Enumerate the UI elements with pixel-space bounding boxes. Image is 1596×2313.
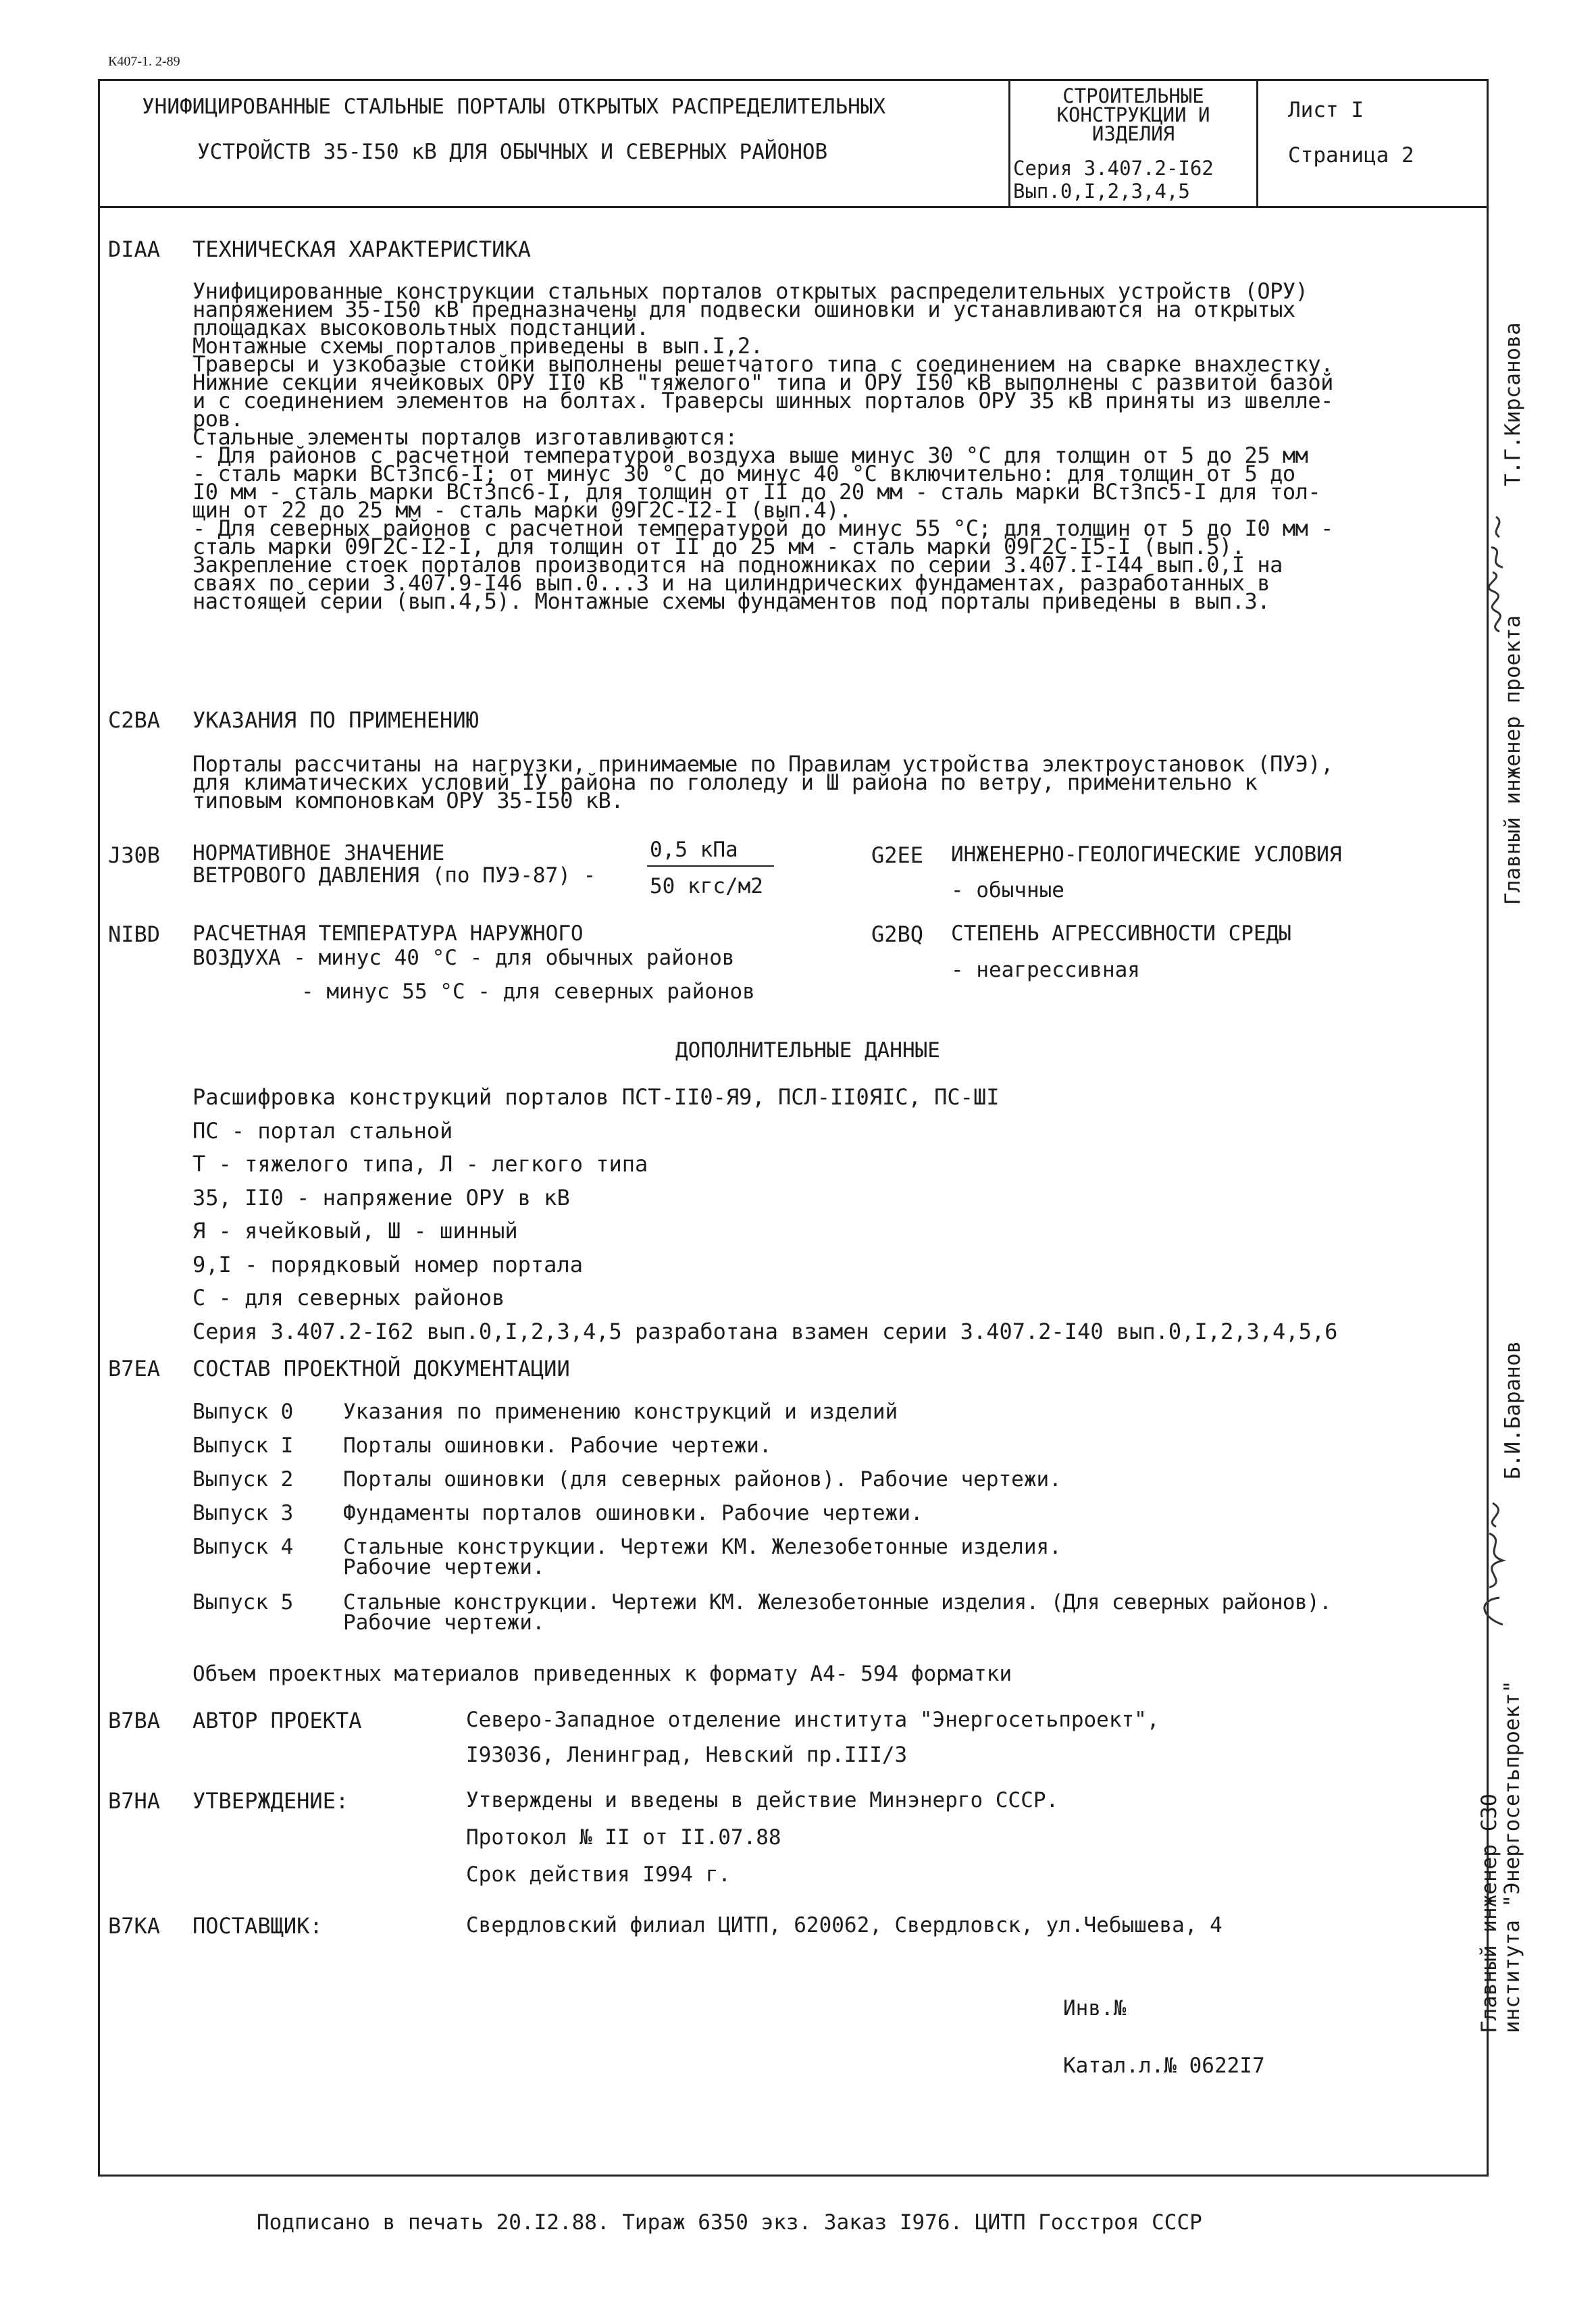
header-title-line1: УНИФИЦИРОВАННЫЕ СТАЛЬНЫЕ ПОРТАЛЫ ОТКРЫТЫХ РАСПРЕДЕЛИТЕЛЬНЫХ [142, 95, 886, 119]
doc-item-label: Выпуск 3 [192, 1501, 294, 1525]
doc-item-label: Выпуск 0 [192, 1400, 294, 1424]
text-line: - сталь марки ВСт3пс6-I; от минус 30 °С до минус 40 °С включительно: для толщин от 5 до [192, 461, 1295, 486]
text-line: сталь марки 09Г2С-I2-I, для толщин от II до 25 мм - сталь марки 09Г2С-I5-I (вып.5). [192, 534, 1245, 559]
author-line2: I93036, Ленинград, Невский пр.III/3 [466, 1743, 908, 1767]
extra-line: Серия 3.407.2-I62 вып.0,I,2,3,4,5 разработана взамен серии 3.407.2-I40 вып.0,I,2,3,4,5,6 [192, 1318, 1338, 1344]
header-issues: Вып.0,I,2,3,4,5 [1013, 180, 1190, 203]
footer-imprint: Подписано в печать 20.I2.88. Тираж 6350 экз. Заказ I976. ЦИТП Госстроя СССР [257, 2210, 1202, 2235]
extra-line: Т - тяжелого типа, Л - легкого типа [192, 1151, 648, 1177]
signature-baranov [1462, 1500, 1523, 1628]
header-col-divider-2 [1256, 79, 1258, 208]
category-line2: КОНСТРУКЦИИ И [1056, 103, 1210, 126]
signature-kirsanova [1472, 510, 1520, 638]
temp-label-line1: РАСЧЕТНАЯ ТЕМПЕРАТУРА НАРУЖНОГО [192, 921, 584, 946]
extra-title: ДОПОЛНИТЕЛЬНЫЕ ДАННЫЕ [675, 1038, 940, 1063]
wind-label-line2: ВЕТРОВОГО ДАВЛЕНИЯ (по ПУЭ-87) - [192, 863, 596, 888]
text-line: Монтажные схемы порталов приведены в вып.I,2. [192, 333, 763, 359]
docs-volume: Объем проектных материалов приведенных к формату А4- 594 форматки [192, 1662, 1012, 1686]
author-label: АВТОР ПРОЕКТА [192, 1708, 362, 1733]
section-code-tech: DIAA [108, 236, 161, 262]
extra-list [192, 1081, 1337, 1348]
category-line1: СТРОИТЕЛЬНЫЕ [1062, 84, 1204, 107]
approval-line3: Срок действия I994 г. [466, 1862, 731, 1887]
wind-value-bottom: 50 кгс/м2 [650, 874, 763, 898]
section-code-supplier: B7KA [108, 1913, 161, 1939]
wind-label-line1: НОРМАТИВНОЕ ЗНАЧЕНИЕ [192, 841, 445, 865]
aggr-label: СТЕПЕНЬ АГРЕССИВНОСТИ СРЕДЫ [951, 921, 1291, 946]
header-divider [98, 206, 1489, 208]
section-code-aggr: G2BQ [871, 921, 924, 947]
doc-item-text2: Рабочие чертежи. [343, 1610, 545, 1635]
doc-item-text: Стальные конструкции. Чертежи КМ. Железобетонные изделия. [343, 1535, 1062, 1559]
section-code-docs: B7EA [108, 1356, 161, 1381]
text-line: настоящей серии (вып.4,5). Монтажные схемы фундаментов под порталы приведены в вып.3. [192, 588, 1270, 614]
category-line3: ИЗДЕЛИЯ [1091, 122, 1175, 145]
text-line: Унифицированные конструкции стальных порталов открытых распределительных устройств (ОРУ) [192, 278, 1308, 304]
text-line: ров. [192, 406, 244, 432]
extra-line: Я - ячейковый, Ш - шинный [192, 1218, 518, 1244]
text-line: Стальные элементы порталов изготавливаются: [192, 424, 738, 450]
supplier-line1: Свердловский филиал ЦИТП, 620062, Свердловск, ул.Чебышева, 4 [466, 1913, 1222, 1937]
extra-line: С - для северных районов [192, 1285, 505, 1311]
header-series: Серия 3.407.2-I62 [1013, 157, 1214, 180]
section-title-tech: ТЕХНИЧЕСКАЯ ХАРАКТЕРИСТИКА [192, 236, 531, 262]
section-code-temp: NIBD [108, 921, 161, 947]
catalog-number: Катал.л.№ 0622I7 [1063, 2054, 1265, 2078]
doc-item-label: Выпуск I [192, 1433, 294, 1458]
extra-line: 35, II0 - напряжение ОРУ в кВ [192, 1184, 570, 1211]
section-code-wind: J30B [108, 842, 161, 868]
doc-item-text: Порталы ошиновки (для северных районов). Рабочие чертежи. [343, 1467, 1062, 1492]
text-line: - Для районов с расчетной температурой воздуха выше минус 30 °С для толщин от 5 до 25 мм [192, 442, 1308, 468]
extra-line: ПС - портал стальной [192, 1117, 453, 1144]
section-code-geo: G2EE [871, 842, 924, 868]
side-institute-line1: Главный инженер СЗО [1477, 1794, 1501, 2033]
text-line: и с соединением элементов на болтах. Траверсы шинных порталов ОРУ 35 кВ приняты из швелле- [192, 388, 1333, 413]
text-line: Нижние секции ячейковых ОРУ II0 кВ "тяжелого" типа и ОРУ I50 кВ выполнены с развитой базой [192, 370, 1333, 395]
wind-value-top: 0,5 кПа [650, 838, 738, 862]
text-line: Порталы рассчитаны на нагрузки, принимаемые по Правилам устройства электроустановок (ПУЭ), [192, 751, 1333, 777]
temp-label-line3: - минус 55 °С - для северных районов [301, 980, 755, 1004]
extra-line: 9,I - порядковый номер портала [192, 1251, 583, 1277]
side-institute [1478, 1680, 1524, 2033]
text-line: напряжением 35-I50 кВ предназначены для подвески ошиновки и устанавливаются на открытых [192, 297, 1295, 322]
doc-item-label: Выпуск 4 [192, 1535, 294, 1559]
side-baranov: Б.И.Баранов [1501, 1340, 1525, 1479]
approval-label: УТВЕРЖДЕНИЕ: [192, 1788, 349, 1814]
geo-value: - обычные [951, 878, 1064, 903]
inventory-number: Инв.№ [1063, 1996, 1127, 2020]
doc-item-label: Выпуск 2 [192, 1467, 294, 1492]
text-line: - Для северных районов с расчетной температурой до минус 55 °С; для толщин от 5 до I0 мм - [192, 515, 1333, 541]
fraction-bar [647, 865, 774, 867]
approval-line1: Утверждены и введены в действие Минэнерго СССР. [466, 1788, 1059, 1812]
header-page: Страница 2 [1288, 143, 1414, 168]
approval-line2: Протокол № II от II.07.88 [466, 1825, 781, 1850]
section-title-usage: УКАЗАНИЯ ПО ПРИМЕНЕНИЮ [192, 707, 479, 733]
text-line: щин от 22 до 25 мм - сталь марки 09Г2С-I2-I (вып.4). [192, 497, 852, 523]
text-line: типовым компоновкам ОРУ 35-I50 кВ. [192, 788, 624, 813]
text-line: площадках высоковольтных подстанций. [192, 315, 649, 340]
text-line: Закрепление стоек порталов производится на подножниках по серии 3.407.I-I44 вып.0,I на [192, 552, 1283, 578]
text-line: Траверсы и узкобазые стойки выполнены решетчатого типа с соединением на сварке внахлестку. [192, 351, 1333, 377]
usage-paragraph [192, 751, 1456, 813]
doc-item-text: Порталы ошиновки. Рабочие чертежи. [343, 1433, 772, 1458]
text-line: I0 мм - сталь марки ВСт3пс6-I, для толщин от II до 20 мм - сталь марки ВСт3пс5-I для тол- [192, 479, 1321, 505]
doc-item-text: Стальные конструкции. Чертежи КМ. Железобетонные изделия. (Для северных районов). [343, 1590, 1332, 1615]
section-code-usage: C2BA [108, 707, 161, 733]
doc-item-text: Фундаменты порталов ошиновки. Рабочие чертежи. [343, 1501, 923, 1525]
doc-item-text: Указания по применению конструкций и изделий [343, 1400, 898, 1424]
doc-item-label: Выпуск 5 [192, 1590, 294, 1615]
supplier-label: ПОСТАВЩИК: [192, 1913, 323, 1939]
aggr-value: - неагрессивная [951, 958, 1140, 982]
section-code-approval: B7HA [108, 1788, 161, 1814]
geo-label: ИНЖЕНЕРНО-ГЕОЛОГИЧЕСКИЕ УСЛОВИЯ [951, 842, 1342, 867]
section-title-docs: СОСТАВ ПРОЕКТНОЙ ДОКУМЕНТАЦИИ [192, 1356, 570, 1381]
tech-paragraph [192, 278, 1456, 614]
side-chief-engineer-name: Т.Г.Кирсанова [1501, 322, 1525, 486]
corner-code: К407-1. 2-89 [108, 54, 180, 69]
doc-item-text2: Рабочие чертежи. [343, 1555, 545, 1579]
side-institute-line2: института "Энергосетьпроект" [1500, 1680, 1524, 2033]
header-category [1010, 86, 1256, 143]
extra-line: Расшифровка конструкций порталов ПСТ-II0-Я9, ПСЛ-II0ЯIС, ПС-ШI [192, 1084, 1000, 1110]
text-line: сваях по серии 3.407.9-I46 вып.0...3 и на цилиндрических фундаментах, разработанных в [192, 570, 1270, 596]
header-title-line2: УСТРОЙСТВ 35-I50 кВ ДЛЯ ОБЫЧНЫХ И СЕВЕРНЫХ РАЙОНОВ [197, 140, 828, 164]
side-chief-engineer: Главный инженер проекта [1501, 615, 1525, 905]
text-line: для климатических условий IУ района по гололеду и Ш района по ветру, применительно к [192, 769, 1258, 795]
section-code-author: B7BA [108, 1708, 161, 1733]
header-sheet: Лист I [1288, 98, 1364, 122]
temp-label-line2: ВОЗДУХА - минус 40 °С - для обычных районов [192, 946, 735, 970]
author-line1: Северо-Западное отделение института "Энергосетьпроект", [466, 1708, 1160, 1732]
wind-label [192, 842, 596, 887]
